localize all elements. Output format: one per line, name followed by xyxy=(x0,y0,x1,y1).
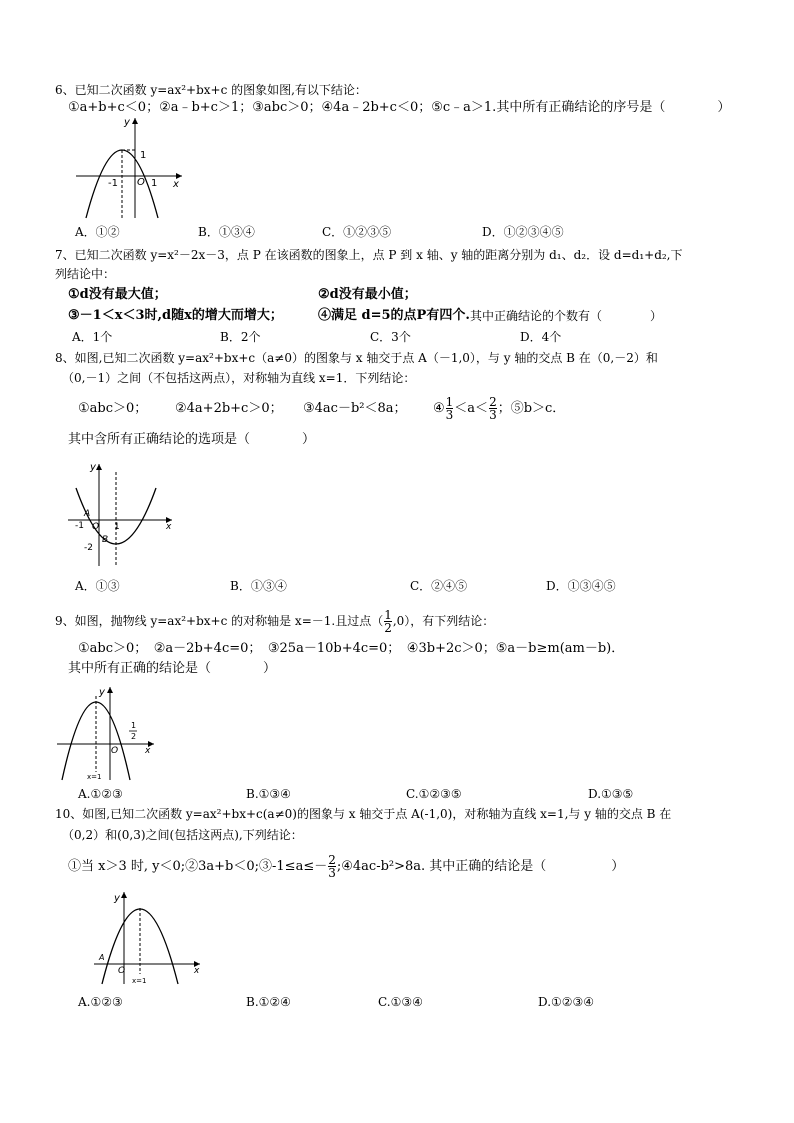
q10-origin-label: O xyxy=(118,966,126,976)
q9-stem xyxy=(55,604,494,638)
q6-y-label: y xyxy=(124,117,130,128)
q9-y-label: y xyxy=(99,687,105,698)
q8-x-label: x xyxy=(166,522,172,532)
q9-choice-c[interactable]: C.①②③⑤ xyxy=(406,787,462,801)
q9-axis-label: x=1 xyxy=(87,773,102,781)
q6-conclusions: ①a+b+c＜0；②a﹣b+c＞1；③abc＞0；④4a﹣2b+c＜0；⑤c﹣a＞1.其中所有正确结论的序号是（ ） xyxy=(68,100,731,115)
q9-frac-den: 2 xyxy=(384,621,392,635)
q10-y-arrow xyxy=(121,892,127,898)
q8-y-label: y xyxy=(90,462,96,473)
q8-point-a-label: A xyxy=(84,509,91,519)
q8-neg-one-label: -1 xyxy=(75,521,84,531)
q7-choice-c[interactable]: C．3个 xyxy=(370,330,411,344)
q10-conclusions xyxy=(68,850,624,884)
q8-conclusion-1: ①abc＞0； xyxy=(78,401,148,416)
q10-frac-num: 2 xyxy=(328,853,336,867)
q8-origin-label: O xyxy=(92,522,100,532)
q8-c4-suffix: ；⑤b＞c． xyxy=(497,401,566,416)
q8-conclusion-4 xyxy=(433,392,565,426)
q10-choice-b[interactable]: B.①②④ xyxy=(246,995,291,1009)
q10-x-label: x xyxy=(194,966,200,976)
q7-stem-line1: 7、已知二次函数 y=x²－2x－3，点 P 在该函数的图象上，点 P 到 x 轴、y 轴的距离分别为 d₁、d₂．设 d=d₁+d₂,下 xyxy=(55,248,683,262)
q8-ask: 其中含所有正确结论的选项是（ ） xyxy=(68,432,316,447)
q8-neg-two-label: -2 xyxy=(84,543,93,553)
q6-choice-c[interactable]: C．①②③⑤ xyxy=(322,225,392,239)
q6-x-one-label: 1 xyxy=(151,178,158,189)
q9-half-num: 1 xyxy=(131,721,137,730)
q7-choice-a[interactable]: A．1个 xyxy=(72,330,113,344)
q6-origin-label: O xyxy=(137,177,145,188)
q9-ask: 其中所有正确的结论是（ ） xyxy=(68,661,277,676)
q9-origin-label: O xyxy=(111,746,119,756)
q8-choice-c[interactable]: C．②④⑤ xyxy=(410,579,468,593)
q8-c4-prefix: ④ xyxy=(433,401,445,416)
q8-frac-two-thirds xyxy=(489,396,497,421)
q8-stem-line2: （0,－1）之间（不包括这两点），对称轴为直线 x=1．下列结论： xyxy=(62,371,416,385)
q9-x-label: x xyxy=(145,746,151,756)
q10-frac-den: 3 xyxy=(328,866,336,880)
q9-choice-b[interactable]: B.①③④ xyxy=(246,787,291,801)
q8-one-label: 1 xyxy=(114,522,120,532)
q7-conclusion-3: ③－1＜x＜3时,d随x的增大而增大； xyxy=(68,308,283,323)
q8-conclusion-3: ③4ac－b²＜8a； xyxy=(303,401,407,416)
q7-question-tail: 其中正确结论的个数有（ ） xyxy=(470,309,663,323)
q9-half-den: 2 xyxy=(131,732,137,741)
q7-choice-b[interactable]: B．2个 xyxy=(220,330,261,344)
q10-choice-a[interactable]: A.①②③ xyxy=(78,995,123,1009)
q7-conclusion-4: ④满足 d=5的点P有四个. xyxy=(318,308,470,323)
q6-x-label: x xyxy=(173,179,179,190)
q8-choice-a[interactable]: A．①③ xyxy=(75,579,120,593)
q10-parabola-figure xyxy=(90,888,205,988)
q8-stem-line1: 8、如图,已知二次函数 y=ax²+bx+c（a≠0）的图象与 x 轴交于点 A（－1,0），与 y 轴的交点 B 在（0,－2）和 xyxy=(55,351,658,365)
q8-frac1-den: 3 xyxy=(445,408,454,422)
q7-conclusion-1: ①d没有最大值； xyxy=(68,287,167,302)
q10-stem-line1: 10、如图,已知二次函数 y=ax²+bx+c(a≠0)的图象与 x 轴交于点 A(-1,0)，对称轴为直线 x=1,与 y 轴的交点 B 在 xyxy=(55,807,672,821)
q6-choice-d[interactable]: D．①②③④⑤ xyxy=(482,225,564,239)
q9-stem-suffix: ,0），有下列结论： xyxy=(392,614,495,628)
q8-conclusion-2: ②4a+2b+c＞0； xyxy=(175,401,283,416)
q6-choice-b[interactable]: B．①③④ xyxy=(198,225,255,239)
q10-frac-two-thirds xyxy=(328,854,336,879)
q8-frac2-num: 2 xyxy=(489,395,497,409)
q9-frac-num: 1 xyxy=(384,608,392,622)
q8-frac1-num: 1 xyxy=(445,395,454,409)
q9-conclusions: ①abc＞0； ②a－2b+4c=0； ③25a－10b+4c=0； ④3b+2c＞0；⑤a－b≥m(am－b)． xyxy=(78,641,625,656)
q10-y-label: y xyxy=(114,893,120,904)
q8-frac-one-third xyxy=(446,396,454,421)
q8-y-arrow xyxy=(96,464,102,470)
q10-point-a-label: A xyxy=(99,953,105,962)
q8-frac2-den: 3 xyxy=(489,408,497,422)
q6-one-label: 1 xyxy=(140,150,147,161)
q9-y-arrow xyxy=(107,687,113,693)
q10-stem-line2: （0,2）和(0,3)之间(包括这两点),下列结论： xyxy=(62,828,303,842)
q9-stem-prefix: 9、如图，抛物线 y=ax²+bx+c 的对称轴是 x=－1.且过点（ xyxy=(55,614,384,628)
q8-parabola-figure xyxy=(62,458,177,570)
q10-choice-c[interactable]: C.①③④ xyxy=(378,995,423,1009)
q6-choice-a[interactable]: A．①② xyxy=(75,225,120,239)
q8-choice-d[interactable]: D．①③④⑤ xyxy=(546,579,616,593)
q6-y-arrow xyxy=(132,118,138,124)
q8-c4-middle: ＜a＜ xyxy=(454,401,489,416)
q10-axis-label: x=1 xyxy=(132,977,147,985)
q6-neg-one-label: -1 xyxy=(108,178,118,189)
q6-stem: 6、已知二次函数 y=ax²+bx+c 的图象如图,有以下结论： xyxy=(55,83,367,97)
q6-parabola-figure xyxy=(72,114,187,220)
q10-conclusions-suffix: ;④4ac-b²>8a. 其中正确的结论是（ ） xyxy=(336,859,625,874)
q8-choice-b[interactable]: B．①③④ xyxy=(230,579,287,593)
q9-frac-one-half xyxy=(384,609,392,634)
q7-conclusion-2: ②d没有最小值； xyxy=(318,287,417,302)
q9-parabola-figure xyxy=(54,684,159,784)
q7-choice-d[interactable]: D．4个 xyxy=(520,330,562,344)
q9-choice-a[interactable]: A.①②③ xyxy=(78,787,123,801)
q10-choice-d[interactable]: D.①②③④ xyxy=(538,995,595,1009)
q7-stem-line2: 列结论中： xyxy=(55,267,116,281)
q9-choice-d[interactable]: D.①③⑤ xyxy=(588,787,634,801)
q10-conclusions-prefix: ①当 x＞3 时, y＜0;②3a+b＜0;③-1≤a≤－ xyxy=(68,859,328,874)
q8-point-b-label: B xyxy=(102,535,109,545)
